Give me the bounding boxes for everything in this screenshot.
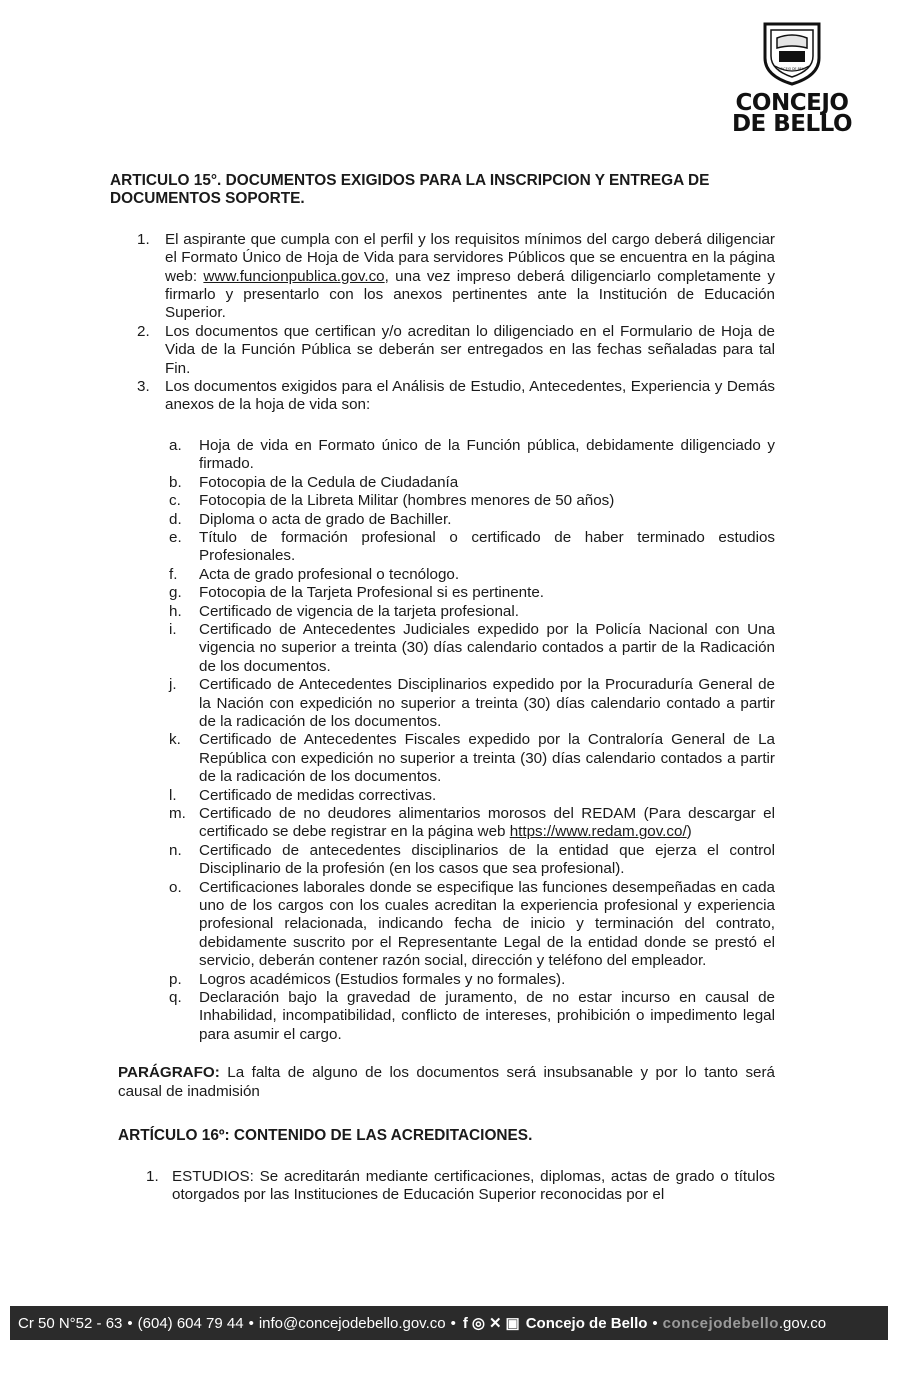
seal-text: CONCEJO DE BELLO xyxy=(776,67,808,71)
article-16-heading: ARTÍCULO 16º: CONTENIDO DE LAS ACREDITACIONES. xyxy=(118,1127,533,1145)
footer-bar xyxy=(10,1306,888,1340)
document-item xyxy=(165,511,775,529)
footer-email[interactable]: info@concejodebello.gov.co xyxy=(258,1314,446,1332)
item-letter: g. xyxy=(169,584,182,602)
document-item xyxy=(165,731,775,786)
document-item xyxy=(165,529,775,566)
instagram-icon[interactable]: ◎ xyxy=(471,1315,485,1332)
item-letter: n. xyxy=(169,841,182,859)
paragrafo-text: La falta de alguno de los documentos será insubsanable y por lo tanto será causal de inadmisión xyxy=(118,1064,775,1100)
list-item xyxy=(110,323,775,378)
document-item xyxy=(165,676,775,731)
item-number: 1. xyxy=(146,1167,159,1185)
item-text: Los documentos exigidos para el Análisis de Estudio, Antecedentes, Experiencia y Demás anexos de la hoja de vida son: xyxy=(165,378,775,414)
item-letter: l. xyxy=(169,786,177,804)
item-letter: j. xyxy=(169,676,177,694)
document-item xyxy=(165,879,775,971)
item-letter: e. xyxy=(169,528,182,546)
item-letter: d. xyxy=(169,510,182,528)
item-letter: m. xyxy=(169,805,186,822)
separator-dot: • xyxy=(248,1314,254,1332)
facebook-icon[interactable]: f xyxy=(462,1314,468,1332)
item-text: Los documentos que certifican y/o acreditan lo diligenciado en el Formulario de Hoja de Vida de la Función Pública se deberán ser entregados en las fechas señaladas para tal Fin. xyxy=(165,322,775,377)
footer-address: Cr 50 N°52 - 63 xyxy=(18,1314,123,1332)
item-letter: k. xyxy=(169,731,181,749)
item-text: Certificado de Antecedentes Judiciales expedido por la Policía Nacional con Una vigencia no superior a treinta (30) días calendario contados a partir de la Radicación de los documentos. xyxy=(199,620,775,675)
item-text: Certificado de Antecedentes Fiscales expedido por la Contraloría General de La República con expedición no superior a treinta (30) días calendario contados a partir de la radicación de los documentos. xyxy=(199,731,775,786)
document-item xyxy=(165,787,775,805)
website-suffix: .gov.co xyxy=(778,1314,827,1332)
item-text: Fotocopia de la Tarjeta Profesional si es pertinente. xyxy=(199,584,545,602)
item-text: Hoja de vida en Formato único de la Función pública, debidamente diligenciado y firmado. xyxy=(199,436,775,473)
article-15-heading: ARTICULO 15°. DOCUMENTOS EXIGIDOS PARA LA INSCRIPCION Y ENTREGA DE DOCUMENTOS SOPORTE. xyxy=(110,172,710,208)
document-item xyxy=(165,805,775,842)
item-text: Certificado de medidas correctivas. xyxy=(199,786,437,804)
list-item xyxy=(118,1168,775,1205)
list-item xyxy=(110,378,775,1044)
x-icon[interactable]: ✕ xyxy=(488,1315,502,1332)
item-number: 1. xyxy=(137,230,150,248)
item-text: El aspirante que cumpla con el perfil y los requisitos mínimos del cargo deberá diligenciar el Formato Único de Hoja de Vida para servidores Públicos que se encuentra en la página web: xyxy=(165,230,775,285)
footer-phone: (604) 604 79 44 xyxy=(137,1314,244,1332)
item-text: Certificado de vigencia de la tarjeta profesional. xyxy=(199,602,519,620)
document-item xyxy=(165,842,775,879)
item-text: , una vez impreso deberá diligenciarlo completamente y firmarlo y presentarlo con los anexos pertinentes ante la Institución de Educación Superior. xyxy=(165,267,775,322)
document-item xyxy=(165,492,775,510)
separator-dot: • xyxy=(127,1314,133,1332)
paragrafo-label: PARÁGRAFO: xyxy=(118,1064,220,1082)
funcionpublica-link[interactable]: www.funcionpublica.gov.co xyxy=(203,267,385,285)
item-text: ) xyxy=(686,823,692,841)
item-text: Acta de grado profesional o tecnólogo. xyxy=(199,565,460,583)
item-letter: f. xyxy=(169,565,178,583)
item-letter: q. xyxy=(169,989,182,1007)
logo-name-line2: DE BELLO xyxy=(731,111,853,137)
footer-social-handle: Concejo de Bello xyxy=(525,1314,648,1332)
list-item xyxy=(110,231,775,323)
document-item xyxy=(165,603,775,621)
separator-dot: • xyxy=(652,1314,658,1332)
item-letter: i. xyxy=(169,620,177,638)
document-item xyxy=(165,989,775,1044)
article-15-list xyxy=(110,231,775,1044)
youtube-icon[interactable]: ▣ xyxy=(505,1315,520,1332)
item-number: 2. xyxy=(137,322,150,340)
document-item xyxy=(165,621,775,676)
document-item xyxy=(165,437,775,474)
item-number: 3. xyxy=(137,378,150,396)
item-text: Certificado de Antecedentes Disciplinarios expedido por la Procuraduría General de la Nación con expedición no superior a treinta (30) días calendario contado a partir de la radicación de los documentos. xyxy=(199,676,775,730)
item-letter: c. xyxy=(169,492,181,510)
item-text: ESTUDIOS: Se acreditarán mediante certificaciones, diplomas, actas de grado o títulos otorgados por las Instituciones de Educación Superior reconocidas por el xyxy=(172,1167,775,1203)
item-text: Certificaciones laborales donde se especifique las funciones desempeñadas en cada uno de los cargos con los cuales acreditan la experiencia profesional y experiencia profesional relacionada, indicando fecha de inicio y terminación del contrato, debidamente suscrito por el Representante Legal de la entidad donde se prestó el servicio, deberán contener razón social, dirección y teléfono del empleador. xyxy=(199,878,775,970)
item-letter: o. xyxy=(169,878,182,896)
shield-icon xyxy=(757,18,827,88)
document-item xyxy=(165,474,775,492)
separator-dot: • xyxy=(450,1314,456,1332)
item-text: Logros académicos (Estudios formales y no formales). xyxy=(199,970,566,988)
footer-website[interactable] xyxy=(663,1315,826,1332)
redam-link[interactable]: https://www.redam.gov.co/ xyxy=(509,823,687,841)
logo-name-line1: CONCEJO xyxy=(735,90,849,116)
item-letter: b. xyxy=(169,473,182,491)
document-item xyxy=(165,584,775,602)
item-text: Fotocopia de la Cedula de Ciudadanía xyxy=(199,473,459,491)
item-text: Título de formación profesional o certificado de haber terminado estudios Profesionales. xyxy=(199,528,775,565)
article-16-list xyxy=(118,1168,775,1205)
document-item xyxy=(165,971,775,989)
item-text: Fotocopia de la Libreta Militar (hombres menores de 50 años) xyxy=(199,492,615,510)
website-prefix: concejodebello xyxy=(662,1314,779,1332)
item-text: Certificado de no deudores alimentarios morosos del REDAM (Para descargar el certificado se debe registrar en la página web xyxy=(199,805,775,841)
item-text: Diploma o acta de grado de Bachiller. xyxy=(199,510,452,528)
paragrafo xyxy=(118,1064,775,1101)
required-documents-list xyxy=(165,437,775,1044)
document-item xyxy=(165,566,775,584)
item-letter: p. xyxy=(169,970,182,988)
logo xyxy=(722,18,862,135)
item-letter: h. xyxy=(169,602,182,620)
item-text: Declaración bajo la gravedad de juramento, de no estar incurso en causal de Inhabilidad, incompatibilidad, conflicto de intereses, prohibición o impedimento legal para asumir el cargo. xyxy=(199,989,775,1043)
item-text: Certificado de antecedentes disciplinarios de la entidad que ejerza el control Disciplinario de la profesión (en los casos que sea profesional). xyxy=(199,841,775,878)
document-body xyxy=(110,172,775,1204)
item-letter: a. xyxy=(169,436,182,454)
